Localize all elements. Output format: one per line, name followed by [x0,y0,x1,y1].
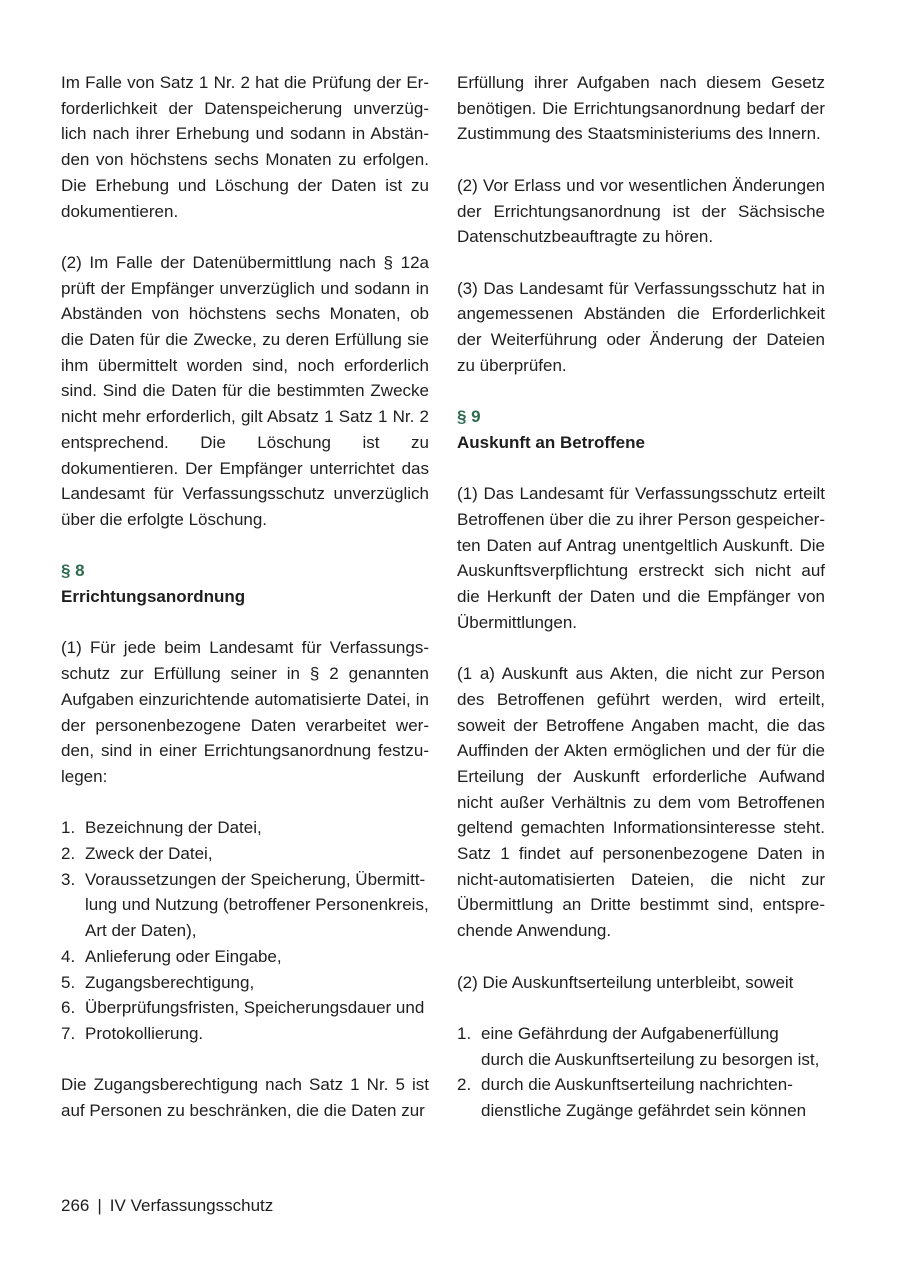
right-column [457,70,825,1149]
chapter-title: IV Verfassungsschutz [109,1196,274,1215]
footer-separator: | [97,1196,102,1215]
list-item [61,815,429,841]
paragraph: (2) Im Falle der Datenübermittlung nach § 12a prüft der Empfänger unverzüglich und sodann in Abständen von höchstens sechs Monaten, ob die Daten für die Zwecke, zu deren Erfüllung sie ihm übermittelt worden sind, noch erforderlich sind. Sind die Daten für die bestimmten Zwecke nicht mehr erforderlich, gilt Absatz 1 Satz 1 Nr. 2 entsprechend. Die Löschung ist zu dokumentieren. Der Empfänger unterrichtet das Landesamt für Verfassungsschutz unverzüglich über die erfolgte Löschung. [61,252,429,529]
paragraph: Im Falle von Satz 1 Nr. 2 hat die Prüfung der Erforderlichkeit der Datenspeicherung unverzüglich nach ihrer Erhebung und sodann in Abständen von höchstens sechs Monaten zu erfolgen. Die Erhebung und Löschung der Daten ist zu dokumentieren. [61,73,429,221]
paragraph: (2) Vor Erlass und vor wesentlichen Änderungen der Errichtungsanordnung ist der Sächsische Datenschutzbeauftragte zu hören. [457,175,825,247]
list-item-number: 2. [61,844,76,864]
list-item-text: Anlieferung oder Eingabe, [85,946,282,966]
list-item [457,1072,825,1123]
list-item-number: 1. [61,818,76,838]
paragraph: Die Zugangsberechtigung nach Satz 1 Nr. 5 ist auf Personen zu beschränken, die die Daten zur [61,1075,429,1121]
list-item [61,841,429,867]
section-8-title: Errichtungsanordnung [61,587,246,607]
list-item [61,867,429,944]
list-item-number: 1. [457,1023,472,1043]
list-item-number: 3. [61,869,76,889]
list-item-text: Überprüfungsfristen, Speicherungsdauer und [85,998,425,1018]
list-item-text: Bezeichnung der Datei, [85,818,262,838]
paragraph: (1 a) Auskunft aus Akten, die nicht zur Person des Betroffenen geführt werden, wird erteilt, soweit der Betroffene Angaben macht, die das Auffinden der Akten ermöglichen und der für die Erteilung der Auskunft erforderliche Aufwand nicht außer Verhältnis zu dem vom Betroffenen geltend gemachten Informationsinteresse steht. Satz 1 findet auf personenbezogene Daten in nicht-automatisierten Dateien, die nicht zur Übermittlung an Dritte bestimmt sind, entsprechende Anwendung. [457,664,825,941]
list-item [61,944,429,970]
page-number: 266 [61,1196,90,1215]
list-item-number: 6. [61,998,76,1018]
section-9-title: Auskunft an Betroffene [457,432,645,452]
list-item-number: 4. [61,946,76,966]
paragraph: Erfüllung ihrer Aufgaben nach diesem Gesetz benötigen. Die Errichtungsanordnung bedarf der Zustimmung des Staatsministeriums des Innern. [457,73,825,144]
left-column [61,70,429,1149]
list-item-number: 2. [457,1075,472,1095]
list-item-number: 7. [61,1023,76,1043]
list-item-number: 5. [61,972,76,992]
numbered-list [61,815,429,1046]
numbered-list [457,1021,825,1124]
section-9-number: § 9 [457,407,481,427]
list-item-text: Zweck der Datei, [85,844,213,864]
list-item-text: eine Gefährdung der Aufgabenerfüllung durch die Auskunftserteilung zu besorgen ist, [481,1023,820,1069]
paragraph: (1) Das Landesamt für Verfassungsschutz erteilt Betroffenen über die zu ihrer Person gespeicherten Daten auf Antrag unentgeltlich Auskunft. Die Auskunftsverpflichtung erstreckt sich nicht auf die Herkunft der Daten und die Empfänger von Übermittlungen. [457,484,825,632]
list-item [61,1021,429,1047]
list-item [457,1021,825,1072]
list-item [61,995,429,1021]
list-item [61,970,429,996]
paragraph: (2) Die Auskunftserteilung unterbleibt, soweit [457,972,794,992]
page-footer [61,1193,273,1218]
list-item-text: Zugangsberechtigung, [85,972,255,992]
list-item-text: Protokollierung. [85,1023,204,1043]
list-item-text: Voraussetzungen der Speicherung, Übermittlung und Nutzung (betroffener Personenkreis, Art der Daten), [85,869,429,941]
list-item-text: durch die Auskunftserteilung nachrichtendienstliche Zugänge gefährdet sein können [481,1075,807,1121]
paragraph: (1) Für jede beim Landesamt für Verfassungsschutz zur Erfüllung seiner in § 2 genannten Aufgaben einzurichtende automatisierte Datei, in der personenbezogene Daten verarbeitet werden, sind in einer Errichtungsanordnung festzulegen: [61,638,429,786]
paragraph: (3) Das Landesamt für Verfassungsschutz hat in angemessenen Abständen die Erforderlichkeit der Weiterführung oder Änderung der Dateien zu überprüfen. [457,278,825,375]
section-8-number: § 8 [61,561,85,581]
